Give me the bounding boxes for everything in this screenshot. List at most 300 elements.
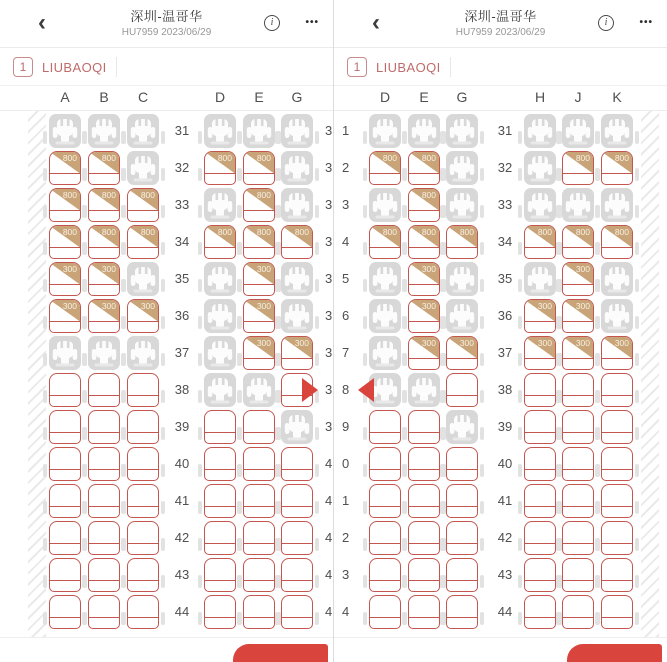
route-title: 深圳-温哥华 — [130, 9, 203, 24]
column-header-G: G — [291, 89, 303, 105]
info-icon[interactable]: i — [598, 15, 614, 31]
seat-left-44E[interactable] — [243, 595, 275, 629]
seat-left-32B-paid[interactable] — [88, 151, 120, 185]
seat-cushion-line — [525, 358, 555, 359]
armrest — [556, 464, 560, 477]
seat-left-37G-paid[interactable] — [281, 336, 313, 370]
seat-right-39H[interactable] — [524, 410, 556, 444]
seat-right-34E-paid[interactable] — [408, 225, 440, 259]
seat-cushion-line — [282, 580, 312, 581]
seat-price-label: 800 — [382, 153, 397, 163]
seat-right-32D-paid[interactable] — [369, 151, 401, 185]
seat-right-35K-occupied — [601, 262, 633, 296]
seat-left-41D[interactable] — [204, 484, 236, 518]
seat-left-33E-paid[interactable] — [243, 188, 275, 222]
passenger-index-badge: 1 — [13, 57, 33, 77]
seat-left-34B-paid[interactable] — [88, 225, 120, 259]
seat-cushion-line — [447, 506, 477, 507]
armrest — [363, 242, 367, 255]
seat-right-39K[interactable] — [601, 410, 633, 444]
seat-right-39G-occupied — [446, 410, 478, 444]
armrest — [198, 501, 202, 514]
more-menu-icon[interactable]: ••• — [305, 17, 319, 28]
seat-right-37G-paid[interactable] — [446, 336, 478, 370]
armrest — [82, 575, 86, 588]
seat-cushion-line — [602, 432, 632, 433]
seat-price-label: 800 — [62, 190, 77, 200]
seat-right-44D[interactable] — [369, 595, 401, 629]
seat-right-44E[interactable] — [408, 595, 440, 629]
seat-right-37K-paid[interactable] — [601, 336, 633, 370]
armrest — [121, 353, 125, 366]
seat-left-31B-occupied — [88, 114, 120, 148]
seat-cushion-line — [282, 617, 312, 618]
armrest — [363, 464, 367, 477]
row-number-partial-41: 1 — [342, 493, 350, 508]
seat-price-label: 300 — [62, 301, 77, 311]
seat-left-40G[interactable] — [281, 447, 313, 481]
seat-right-35G-occupied — [446, 262, 478, 296]
seat-left-35A-paid[interactable] — [49, 262, 81, 296]
armrest — [518, 168, 522, 181]
seat-left-41G[interactable] — [281, 484, 313, 518]
armrest — [440, 316, 444, 329]
seat-cushion-line — [205, 247, 235, 248]
row-number-partial-34: 3 — [325, 234, 333, 249]
seat-left-38C[interactable] — [127, 373, 159, 407]
seat-right-34D-paid[interactable] — [369, 225, 401, 259]
seat-price-label: 800 — [217, 153, 232, 163]
seat-right-39D[interactable] — [369, 410, 401, 444]
seat-right-32J-paid[interactable] — [562, 151, 594, 185]
row-number-partial-31: 1 — [342, 123, 350, 138]
seat-cushion-line — [602, 580, 632, 581]
seat-left-44G[interactable] — [281, 595, 313, 629]
seat-right-43G[interactable] — [446, 558, 478, 592]
seat-right-38H[interactable] — [524, 373, 556, 407]
seat-left-44D[interactable] — [204, 595, 236, 629]
armrest — [480, 501, 484, 514]
seat-right-34K-paid[interactable] — [601, 225, 633, 259]
armrest — [275, 575, 279, 588]
seat-price-label: 800 — [575, 153, 590, 163]
armrest — [595, 575, 599, 588]
seat-left-38D-occupied — [204, 373, 236, 407]
seat-left-43A[interactable] — [49, 558, 81, 592]
seat-left-42G[interactable] — [281, 521, 313, 555]
seat-right-38K[interactable] — [601, 373, 633, 407]
armrest — [480, 427, 484, 440]
seat-left-35B-paid[interactable] — [88, 262, 120, 296]
armrest — [402, 538, 406, 551]
seat-left-43C[interactable] — [127, 558, 159, 592]
armrest — [198, 316, 202, 329]
seat-cushion-line — [128, 506, 158, 507]
flight-number-date: HU7959 2023/06/29 — [121, 27, 212, 38]
armrest — [161, 168, 165, 181]
seat-right-41H[interactable] — [524, 484, 556, 518]
seat-right-33E-paid[interactable] — [408, 188, 440, 222]
armrest — [82, 612, 86, 625]
seat-right-32K-paid[interactable] — [601, 151, 633, 185]
seat-cushion-line — [282, 358, 312, 359]
seat-grid-right — [334, 111, 667, 637]
seat-left-42C[interactable] — [127, 521, 159, 555]
column-header-H: H — [534, 89, 546, 105]
seat-right-31E-occupied — [408, 114, 440, 148]
armrest — [556, 353, 560, 366]
seat-cushion-line — [50, 247, 80, 248]
armrest — [363, 353, 367, 366]
seat-right-43J[interactable] — [562, 558, 594, 592]
seat-right-41E[interactable] — [408, 484, 440, 518]
seat-cushion-line — [89, 617, 119, 618]
seat-left-40B[interactable] — [88, 447, 120, 481]
seat-left-36B-paid[interactable] — [88, 299, 120, 333]
flight-title-block — [334, 6, 667, 38]
seat-left-39B[interactable] — [88, 410, 120, 444]
seat-right-38G[interactable] — [446, 373, 478, 407]
seat-right-44K[interactable] — [601, 595, 633, 629]
seat-right-42H[interactable] — [524, 521, 556, 555]
seat-cushion-line — [370, 580, 400, 581]
seat-right-36D-occupied — [369, 299, 401, 333]
row-number-43: 43 — [497, 567, 513, 582]
seat-left-42D[interactable] — [204, 521, 236, 555]
seat-right-42E[interactable] — [408, 521, 440, 555]
armrest — [635, 242, 639, 255]
confirm-button[interactable] — [233, 644, 328, 662]
armrest — [315, 242, 319, 255]
seat-cushion-line — [602, 506, 632, 507]
column-header-G: G — [456, 89, 468, 105]
column-header-D: D — [214, 89, 226, 105]
seat-left-44C[interactable] — [127, 595, 159, 629]
row-number-43: 43 — [174, 567, 190, 582]
seat-left-36A-paid[interactable] — [49, 299, 81, 333]
armrest — [275, 501, 279, 514]
seat-left-42B[interactable] — [88, 521, 120, 555]
armrest — [595, 464, 599, 477]
armrest — [402, 612, 406, 625]
seat-cushion-line — [370, 469, 400, 470]
armrest — [315, 427, 319, 440]
seat-right-37H-paid[interactable] — [524, 336, 556, 370]
row-number-42: 42 — [497, 530, 513, 545]
seat-cushion-line — [128, 543, 158, 544]
seat-cushion-line — [563, 469, 593, 470]
seat-right-34H-paid[interactable] — [524, 225, 556, 259]
armrest — [556, 279, 560, 292]
armrest — [275, 353, 279, 366]
seat-cushion-line — [205, 543, 235, 544]
seat-cushion-line — [50, 469, 80, 470]
seat-cushion-line — [563, 580, 593, 581]
armrest — [480, 612, 484, 625]
seat-right-41J[interactable] — [562, 484, 594, 518]
seat-cushion-line — [89, 247, 119, 248]
seat-right-41D[interactable] — [369, 484, 401, 518]
seat-price-label: 800 — [421, 227, 436, 237]
seat-cushion-line — [50, 580, 80, 581]
seat-left-35G-occupied — [281, 262, 313, 296]
seat-left-34D-paid[interactable] — [204, 225, 236, 259]
armrest — [43, 353, 47, 366]
seat-left-40D[interactable] — [204, 447, 236, 481]
row-number-partial-38: 8 — [342, 382, 350, 397]
seat-right-42K[interactable] — [601, 521, 633, 555]
armrest — [121, 575, 125, 588]
armrest — [315, 501, 319, 514]
seat-left-32E-paid[interactable] — [243, 151, 275, 185]
armrest — [121, 538, 125, 551]
row-number-35: 35 — [497, 271, 513, 286]
seat-left-40C[interactable] — [127, 447, 159, 481]
seat-right-34J-paid[interactable] — [562, 225, 594, 259]
top-bar — [0, 0, 333, 48]
armrest — [275, 612, 279, 625]
seat-right-40G[interactable] — [446, 447, 478, 481]
seat-cushion-line — [244, 617, 274, 618]
bottom-bar — [0, 637, 333, 662]
armrest — [363, 501, 367, 514]
armrest — [363, 575, 367, 588]
passenger-bar — [0, 48, 333, 86]
seat-right-43D[interactable] — [369, 558, 401, 592]
seat-right-42D[interactable] — [369, 521, 401, 555]
armrest — [363, 427, 367, 440]
seat-right-38J[interactable] — [562, 373, 594, 407]
seat-right-31J-occupied — [562, 114, 594, 148]
back-icon[interactable]: ‹ — [372, 9, 380, 36]
seat-cushion-line — [409, 543, 439, 544]
seat-right-36H-paid[interactable] — [524, 299, 556, 333]
seat-left-38A[interactable] — [49, 373, 81, 407]
seat-left-31C-occupied — [127, 114, 159, 148]
armrest — [121, 279, 125, 292]
row-number-37: 37 — [497, 345, 513, 360]
seat-right-41K[interactable] — [601, 484, 633, 518]
seat-cushion-line — [409, 210, 439, 211]
row-number-31: 31 — [174, 123, 190, 138]
armrest — [595, 242, 599, 255]
seat-cushion-line — [89, 543, 119, 544]
armrest — [161, 612, 165, 625]
seat-right-35J-paid[interactable] — [562, 262, 594, 296]
seat-left-40A[interactable] — [49, 447, 81, 481]
seat-price-label: 300 — [294, 338, 309, 348]
seat-right-44J[interactable] — [562, 595, 594, 629]
seat-left-41B[interactable] — [88, 484, 120, 518]
seat-right-40D[interactable] — [369, 447, 401, 481]
seat-left-32A-paid[interactable] — [49, 151, 81, 185]
armrest — [556, 575, 560, 588]
armrest — [315, 612, 319, 625]
armrest — [480, 390, 484, 403]
armrest — [635, 316, 639, 329]
seat-price-label: 800 — [256, 190, 271, 200]
row-number-partial-37: 3 — [325, 345, 333, 360]
armrest — [161, 538, 165, 551]
armrest — [121, 464, 125, 477]
armrest — [275, 242, 279, 255]
seat-left-41C[interactable] — [127, 484, 159, 518]
seat-left-38B[interactable] — [88, 373, 120, 407]
seat-cushion-line — [89, 580, 119, 581]
seat-right-41G[interactable] — [446, 484, 478, 518]
seat-price-label: 300 — [575, 301, 590, 311]
seat-cushion-line — [525, 469, 555, 470]
seat-left-34C-paid[interactable] — [127, 225, 159, 259]
seat-left-41A[interactable] — [49, 484, 81, 518]
seat-right-31D-occupied — [369, 114, 401, 148]
armrest — [363, 316, 367, 329]
seat-left-38E-occupied — [243, 373, 275, 407]
seat-left-34A-paid[interactable] — [49, 225, 81, 259]
armrest — [480, 205, 484, 218]
seat-cushion-line — [89, 173, 119, 174]
seat-left-41E[interactable] — [243, 484, 275, 518]
armrest — [161, 575, 165, 588]
armrest — [402, 575, 406, 588]
armrest — [121, 242, 125, 255]
seat-left-33A-paid[interactable] — [49, 188, 81, 222]
armrest — [237, 501, 241, 514]
seat-right-36J-paid[interactable] — [562, 299, 594, 333]
seat-price-label: 300 — [575, 264, 590, 274]
seat-right-39J[interactable] — [562, 410, 594, 444]
armrest — [556, 205, 560, 218]
flight-number-date: HU7959 2023/06/29 — [455, 27, 546, 38]
info-icon[interactable]: i — [264, 15, 280, 31]
seat-right-35E-paid[interactable] — [408, 262, 440, 296]
seat-cushion-line — [244, 469, 274, 470]
row-number-41: 41 — [497, 493, 513, 508]
seat-left-39C[interactable] — [127, 410, 159, 444]
seat-right-39E[interactable] — [408, 410, 440, 444]
seat-right-42G[interactable] — [446, 521, 478, 555]
seat-price-label: 300 — [101, 301, 116, 311]
seat-cushion-line — [409, 321, 439, 322]
passenger-name: LIUBAOQI — [42, 60, 107, 75]
seat-left-43E[interactable] — [243, 558, 275, 592]
seat-price-label: 300 — [256, 301, 271, 311]
seat-cushion-line — [128, 247, 158, 248]
seat-right-43K[interactable] — [601, 558, 633, 592]
seat-cushion-line — [602, 358, 632, 359]
seat-cushion-line — [563, 284, 593, 285]
seat-left-35E-paid[interactable] — [243, 262, 275, 296]
seat-cushion-line — [602, 247, 632, 248]
row-number-partial-43: 4 — [325, 567, 333, 582]
seat-left-42A[interactable] — [49, 521, 81, 555]
confirm-button[interactable] — [567, 644, 662, 662]
armrest — [480, 131, 484, 144]
seat-right-42J[interactable] — [562, 521, 594, 555]
armrest — [161, 464, 165, 477]
seat-right-44G[interactable] — [446, 595, 478, 629]
armrest — [121, 427, 125, 440]
seat-right-36E-paid[interactable] — [408, 299, 440, 333]
armrest — [43, 464, 47, 477]
seat-left-42E[interactable] — [243, 521, 275, 555]
seat-right-32E-paid[interactable] — [408, 151, 440, 185]
seat-left-37A-occupied — [49, 336, 81, 370]
armrest — [275, 538, 279, 551]
seat-cushion-line — [89, 432, 119, 433]
seat-right-34G-paid[interactable] — [446, 225, 478, 259]
seat-left-37E-paid[interactable] — [243, 336, 275, 370]
seat-cushion-line — [370, 543, 400, 544]
seat-left-44B[interactable] — [88, 595, 120, 629]
seat-left-32D-paid[interactable] — [204, 151, 236, 185]
armrest — [198, 168, 202, 181]
seat-left-36E-paid[interactable] — [243, 299, 275, 333]
seat-right-43H[interactable] — [524, 558, 556, 592]
seat-right-40K[interactable] — [601, 447, 633, 481]
row-marker-arrow-38 — [358, 378, 374, 402]
seat-cushion-line — [282, 506, 312, 507]
armrest — [440, 279, 444, 292]
seat-right-37D-occupied — [369, 336, 401, 370]
seat-right-40J[interactable] — [562, 447, 594, 481]
seat-left-39E[interactable] — [243, 410, 275, 444]
armrest — [518, 242, 522, 255]
armrest — [161, 131, 165, 144]
armrest — [440, 205, 444, 218]
armrest — [402, 242, 406, 255]
seat-left-43G[interactable] — [281, 558, 313, 592]
seat-left-34G-paid[interactable] — [281, 225, 313, 259]
seat-left-36C-paid[interactable] — [127, 299, 159, 333]
seat-right-37J-paid[interactable] — [562, 336, 594, 370]
seat-left-36G-occupied — [281, 299, 313, 333]
seat-cushion-line — [563, 247, 593, 248]
seat-left-40E[interactable] — [243, 447, 275, 481]
armrest — [121, 205, 125, 218]
armrest — [402, 316, 406, 329]
seat-left-39D[interactable] — [204, 410, 236, 444]
seat-right-43E[interactable] — [408, 558, 440, 592]
seat-left-33C-paid[interactable] — [127, 188, 159, 222]
seat-left-43B[interactable] — [88, 558, 120, 592]
seat-left-44A[interactable] — [49, 595, 81, 629]
seat-left-39A[interactable] — [49, 410, 81, 444]
armrest — [518, 316, 522, 329]
seat-price-label: 800 — [101, 227, 116, 237]
row-number-33: 33 — [174, 197, 190, 212]
seat-price-label: 800 — [101, 190, 116, 200]
more-menu-icon[interactable]: ••• — [639, 17, 653, 28]
seat-left-33B-paid[interactable] — [88, 188, 120, 222]
armrest — [480, 353, 484, 366]
seat-left-36D-occupied — [204, 299, 236, 333]
seat-right-40H[interactable] — [524, 447, 556, 481]
top-bar — [334, 0, 667, 48]
seat-right-40E[interactable] — [408, 447, 440, 481]
seat-cushion-line — [205, 432, 235, 433]
armrest — [595, 427, 599, 440]
seat-left-43D[interactable] — [204, 558, 236, 592]
back-icon[interactable]: ‹ — [38, 9, 46, 36]
seat-left-31D-occupied — [204, 114, 236, 148]
seat-left-34E-paid[interactable] — [243, 225, 275, 259]
armrest — [315, 575, 319, 588]
seat-right-37E-paid[interactable] — [408, 336, 440, 370]
armrest — [198, 538, 202, 551]
seat-right-44H[interactable] — [524, 595, 556, 629]
seat-cushion-line — [205, 173, 235, 174]
